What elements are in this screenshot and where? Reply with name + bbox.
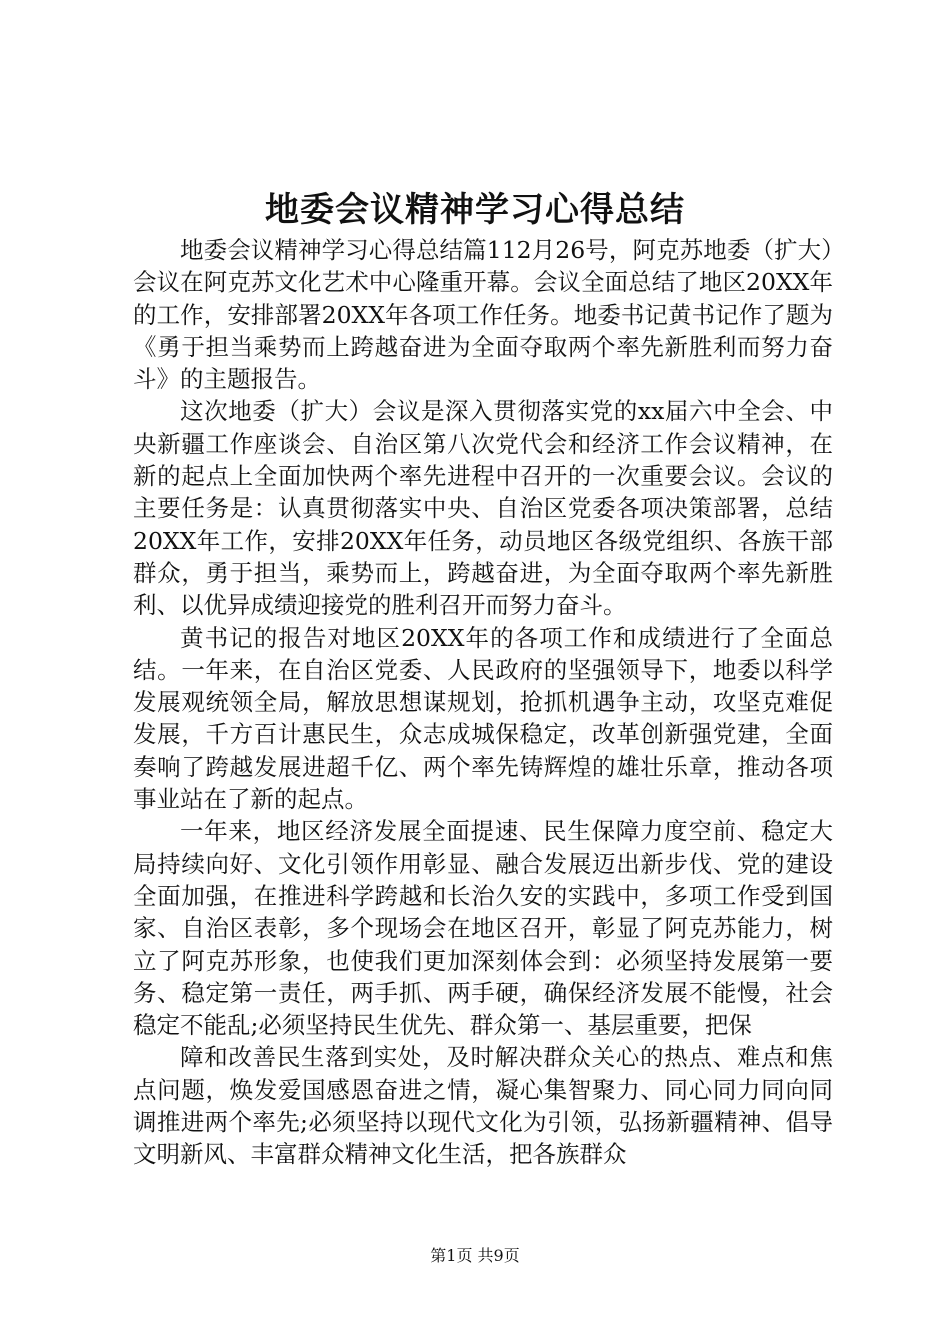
document-body xyxy=(133,234,833,1171)
page-number-footer: 第1页 共9页 xyxy=(430,1246,520,1265)
document-title: 地委会议精神学习心得总结 xyxy=(265,190,685,230)
paragraph-3: 黄书记的报告对地区20XX年的各项工作和成绩进行了全面总结。一年来，在自治区党委、人民政府的坚强领导下，地委以科学发展观统领全局，解放思想谋规划，抢抓机遇争主动，攻坚克难促发展，千方百计惠民生，众志成城保稳定，改革创新强党建，全面奏响了跨越发展进超千亿、两个率先铸辉煌的雄壮乐章，推动各项事业站在了新的起点。 xyxy=(133,623,833,814)
paragraph-2: 这次地委（扩大）会议是深入贯彻落实党的xx届六中全会、中央新疆工作座谈会、自治区第八次党代会和经济工作会议精神，在新的起点上全面加快两个率先进程中召开的一次重要会议。会议的主要任务是：认真贯彻落实中央、自治区党委各项决策部署，总结20XX年工作，安排20XX年任务，动员地区各级党组织、各族干部群众，勇于担当，乘势而上，跨越奋进，为全面夺取两个率先新胜利、以优异成绩迎接党的胜利召开而努力奋斗。 xyxy=(133,397,833,620)
paragraph-5: 障和改善民生落到实处，及时解决群众关心的热点、难点和焦点问题，焕发爱国感恩奋进之情，凝心集智聚力、同心同力同向同调推进两个率先;必须坚持以现代文化为引领，弘扬新疆精神、倡导文明新风、丰富群众精神文化生活，把各族群众 xyxy=(133,1043,833,1169)
paragraph-1: 地委会议精神学习心得总结篇112月26号，阿克苏地委（扩大）会议在阿克苏文化艺术中心隆重开幕。会议全面总结了地区20XX年的工作，安排部署20XX年各项工作任务。地委书记黄书记作了题为《勇于担当乘势而上跨越奋进为全面夺取两个率先新胜利而努力奋斗》的主题报告。 xyxy=(133,236,833,394)
paragraph-4: 一年来，地区经济发展全面提速、民生保障力度空前、稳定大局持续向好、文化引领作用彰显、融合发展迈出新步伐、党的建设全面加强，在推进科学跨越和长治久安的实践中，多项工作受到国家、自治区表彰，多个现场会在地区召开，彰显了阿克苏能力，树立了阿克苏形象，也使我们更加深刻体会到：必须坚持发展第一要务、稳定第一责任，两手抓、两手硬，确保经济发展不能慢，社会稳定不能乱;必须坚持民生优先、群众第一、基层重要，把保 xyxy=(133,817,833,1040)
